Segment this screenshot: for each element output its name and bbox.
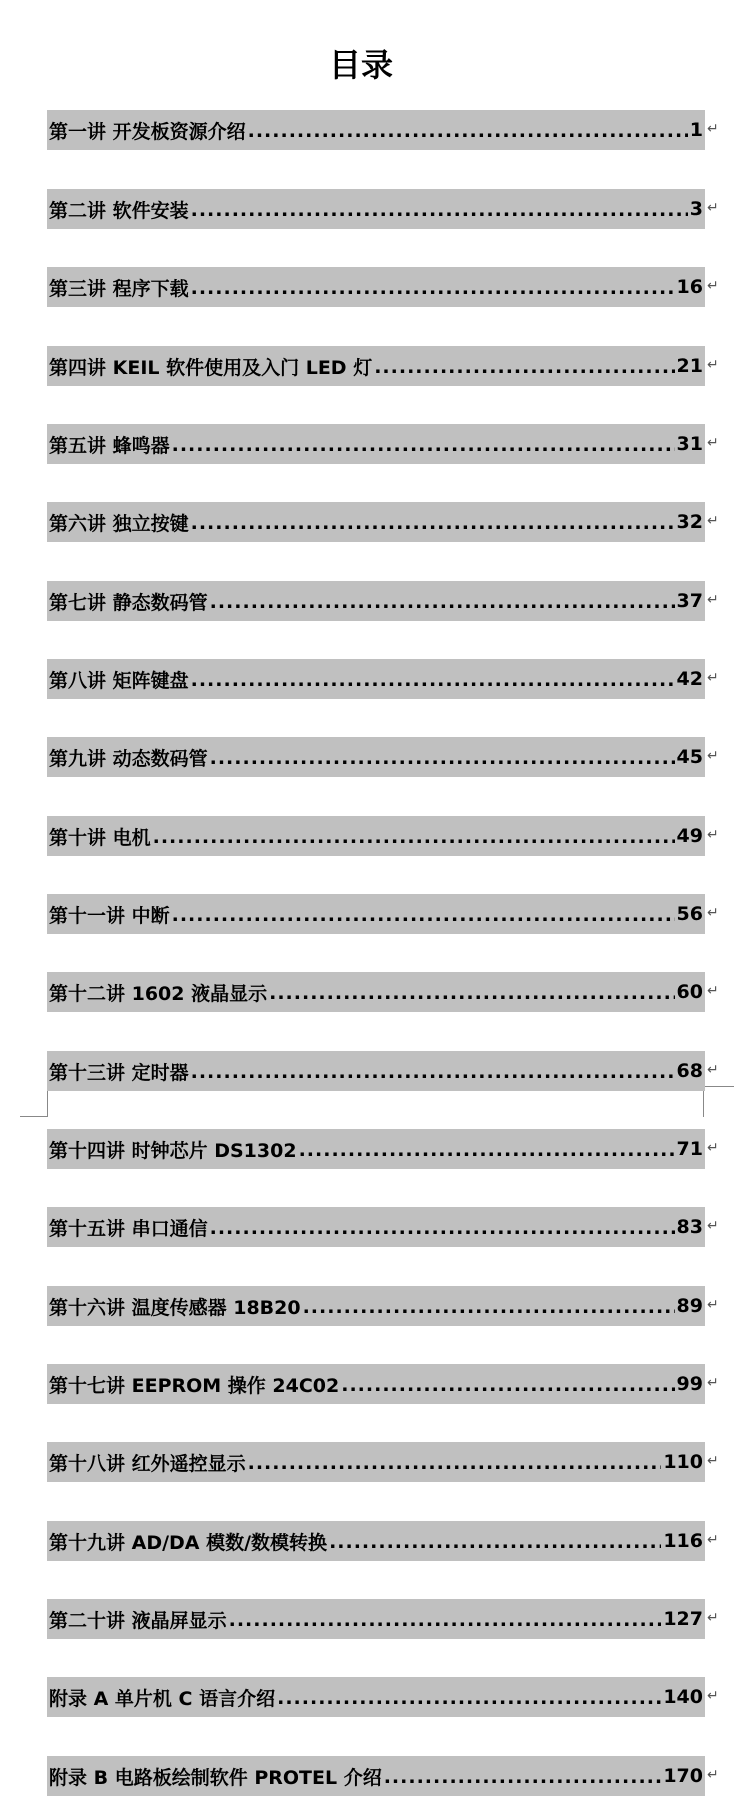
toc-entry[interactable]: [47, 267, 747, 307]
toc-entry-bar: [47, 894, 705, 934]
dot-leader: [191, 514, 675, 542]
toc-entry-label: 第十五讲 串口通信: [49, 1217, 208, 1240]
dot-leader: [248, 1454, 662, 1482]
toc-entry-label: 第二讲 软件安装: [49, 199, 189, 222]
dot-leader: [191, 1063, 675, 1091]
toc-entry-label: 附录 A 单片机 C 语言介绍: [49, 1687, 276, 1710]
toc-entry-bar: [47, 267, 705, 307]
toc-entry[interactable]: [47, 894, 747, 934]
toc-entry-page-number: 127: [663, 1608, 703, 1630]
toc-entry-bar: [47, 1756, 705, 1796]
toc-entry-bar: [47, 1129, 705, 1169]
toc-entry-label: 第十讲 电机: [49, 826, 151, 849]
dot-leader: [191, 201, 688, 229]
toc-entry[interactable]: [47, 659, 747, 699]
dot-leader: [341, 1376, 674, 1404]
dot-leader: [299, 1141, 675, 1169]
toc-entry-page-number: 60: [676, 981, 703, 1003]
toc-entry-label: 第四讲 KEIL 软件使用及入门 LED 灯: [49, 356, 373, 379]
toc-entry-page-number: 32: [676, 511, 703, 533]
toc-entry-label: 第十四讲 时钟芯片 DS1302: [49, 1139, 297, 1162]
paragraph-mark-icon: ↵: [707, 669, 719, 685]
dot-leader: [210, 749, 675, 777]
toc-entry-page-number: 99: [676, 1373, 703, 1395]
toc-entry[interactable]: [47, 1364, 747, 1404]
toc-entry-page-number: 21: [676, 355, 703, 377]
dot-leader: [191, 671, 675, 699]
toc-entry-bar: [47, 737, 705, 777]
toc-entry-page-number: 89: [676, 1295, 703, 1317]
dot-leader: [210, 1219, 675, 1247]
toc-entry-page-number: 56: [676, 903, 703, 925]
paragraph-mark-icon: ↵: [707, 1374, 719, 1390]
toc-entry-page-number: 1: [689, 119, 703, 141]
toc-entry-label: 第一讲 开发板资源介绍: [49, 120, 246, 143]
toc-entry-label: 第十九讲 AD/DA 模数/数模转换: [49, 1531, 328, 1554]
toc-entry[interactable]: [47, 189, 747, 229]
toc-entry-label: 第七讲 静态数码管: [49, 591, 208, 614]
toc-entry-bar: [47, 1442, 705, 1482]
dot-leader: [384, 1768, 662, 1796]
toc-entry-bar: [47, 1599, 705, 1639]
toc-entry-bar: [47, 424, 705, 464]
paragraph-mark-icon: ↵: [707, 1687, 719, 1703]
toc-entry-bar: [47, 502, 705, 542]
paragraph-mark-icon: ↵: [707, 982, 719, 998]
toc-entry[interactable]: [47, 346, 747, 386]
paragraph-mark-icon: ↵: [707, 512, 719, 528]
toc-entry-label: 第十三讲 定时器: [49, 1061, 189, 1084]
toc-entry[interactable]: [47, 1442, 747, 1482]
paragraph-mark-icon: ↵: [707, 1061, 719, 1077]
toc-entry-label: 第十七讲 EEPROM 操作 24C02: [49, 1374, 340, 1397]
paragraph-mark-icon: ↵: [707, 277, 719, 293]
toc-entry[interactable]: [47, 424, 747, 464]
paragraph-mark-icon: ↵: [707, 591, 719, 607]
paragraph-mark-icon: ↵: [707, 747, 719, 763]
dot-leader: [172, 906, 675, 934]
dot-leader: [374, 358, 674, 386]
dot-leader: [329, 1533, 661, 1561]
paragraph-mark-icon: ↵: [707, 434, 719, 450]
toc-entry-page-number: 110: [663, 1451, 703, 1473]
toc-entry-bar: [47, 1051, 705, 1091]
toc-entry[interactable]: [47, 1207, 747, 1247]
dot-leader: [153, 828, 675, 856]
toc-entry-bar: [47, 816, 705, 856]
toc-entry-page-number: 42: [676, 668, 703, 690]
toc-entry-page-number: 116: [663, 1530, 703, 1552]
toc-entry[interactable]: [47, 110, 747, 150]
toc-entry-label: 第八讲 矩阵键盘: [49, 669, 189, 692]
toc-entry-page-number: 49: [676, 825, 703, 847]
toc-entry-bar: [47, 1286, 705, 1326]
toc-entry-label: 第二十讲 液晶屏显示: [49, 1609, 227, 1632]
toc-entry-label: 第五讲 蜂鸣器: [49, 434, 170, 457]
dot-leader: [269, 984, 674, 1012]
toc-entry[interactable]: [47, 581, 747, 621]
paragraph-mark-icon: ↵: [707, 199, 719, 215]
toc-entry-page-number: 45: [676, 746, 703, 768]
paragraph-mark-icon: ↵: [707, 1139, 719, 1155]
toc-entry-bar: [47, 1677, 705, 1717]
dot-leader: [303, 1298, 675, 1326]
toc-entry-bar: [47, 346, 705, 386]
toc-entry-label: 第十二讲 1602 液晶显示: [49, 982, 268, 1005]
toc-entry-label: 第十六讲 温度传感器 18B20: [49, 1296, 301, 1319]
paragraph-mark-icon: ↵: [707, 1766, 719, 1782]
dot-leader: [277, 1689, 661, 1717]
dot-leader: [210, 593, 675, 621]
toc-entry-bar: [47, 1364, 705, 1404]
toc-entry-page-number: 3: [689, 198, 703, 220]
dot-leader: [191, 279, 675, 307]
dot-leader: [229, 1611, 662, 1639]
toc-entry[interactable]: [47, 1677, 747, 1717]
paragraph-mark-icon: ↵: [707, 1609, 719, 1625]
toc-entry-page-number: 170: [663, 1765, 703, 1787]
toc-entry-bar: [47, 581, 705, 621]
toc-entry[interactable]: [47, 816, 747, 856]
toc-entry-bar: [47, 972, 705, 1012]
toc-entry-page-number: 140: [663, 1686, 703, 1708]
page-title: 目录: [328, 46, 393, 84]
paragraph-mark-icon: ↵: [707, 1296, 719, 1312]
toc-entry-label: 第十一讲 中断: [49, 904, 170, 927]
paragraph-mark-icon: ↵: [707, 120, 719, 136]
paragraph-mark-icon: ↵: [707, 356, 719, 372]
paragraph-mark-icon: ↵: [707, 1452, 719, 1468]
toc-entry[interactable]: [47, 502, 747, 542]
crop-mark-left: [20, 1086, 48, 1117]
toc-entry-label: 第六讲 独立按键: [49, 512, 189, 535]
toc-entry[interactable]: [47, 1599, 747, 1639]
toc-entry-page-number: 37: [676, 590, 703, 612]
toc-entry[interactable]: [47, 1129, 747, 1169]
toc-entry[interactable]: [47, 1286, 747, 1326]
toc-entry-bar: [47, 1521, 705, 1561]
toc-entry-page-number: 71: [676, 1138, 703, 1160]
toc-entry[interactable]: [47, 1051, 747, 1091]
toc-entry-bar: [47, 189, 705, 229]
toc-entry[interactable]: [47, 1521, 747, 1561]
toc-entry-page-number: 83: [676, 1216, 703, 1238]
dot-leader: [172, 436, 675, 464]
dot-leader: [248, 122, 688, 150]
toc-entry-label: 第九讲 动态数码管: [49, 747, 208, 770]
toc-entry-label: 第三讲 程序下载: [49, 277, 189, 300]
toc-entry-page-number: 16: [676, 276, 703, 298]
toc-entry-label: 附录 B 电路板绘制软件 PROTEL 介绍: [49, 1766, 382, 1789]
toc-entry-bar: [47, 659, 705, 699]
toc-entry-bar: [47, 1207, 705, 1247]
toc-entry-bar: [47, 110, 705, 150]
toc-entry-page-number: 31: [676, 433, 703, 455]
toc-entry[interactable]: [47, 1756, 747, 1796]
paragraph-mark-icon: ↵: [707, 826, 719, 842]
toc-entry[interactable]: [47, 972, 747, 1012]
toc-entry-label: 第十八讲 红外遥控显示: [49, 1452, 246, 1475]
toc-entry-page-number: 68: [676, 1060, 703, 1082]
paragraph-mark-icon: ↵: [707, 1531, 719, 1547]
paragraph-mark-icon: ↵: [707, 904, 719, 920]
toc-entry[interactable]: [47, 737, 747, 777]
paragraph-mark-icon: ↵: [707, 1217, 719, 1233]
